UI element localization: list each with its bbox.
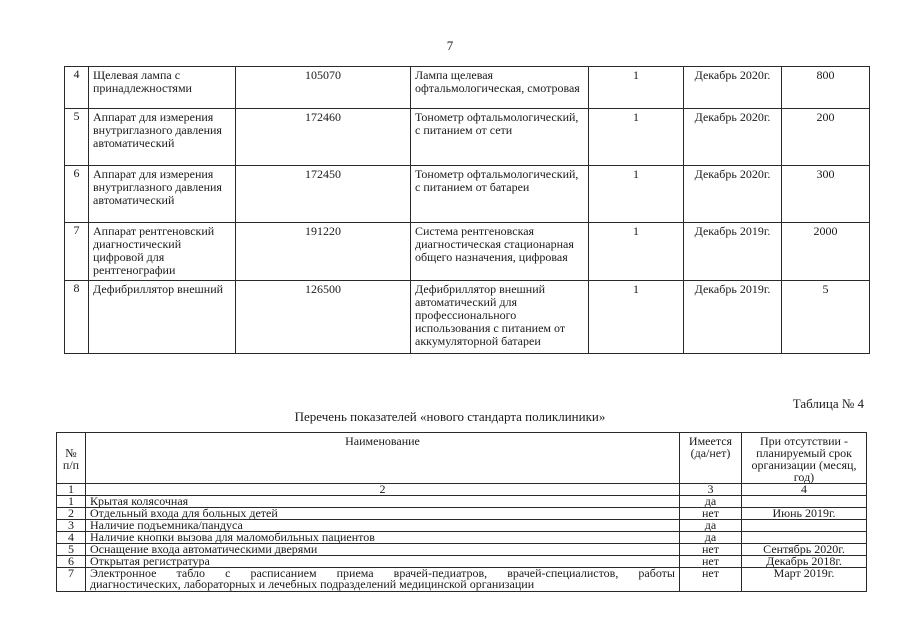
indicator-availability: нет xyxy=(680,568,742,592)
row-number: 1 xyxy=(57,496,86,508)
table-row xyxy=(65,223,870,281)
indicator-name-line: диагностических, лабораторных и лечебных подразделений медицинской организации xyxy=(90,577,535,591)
indicator-availability: нет xyxy=(680,508,742,520)
table-row xyxy=(65,281,870,354)
standard-indicators-table xyxy=(56,432,867,592)
indicator-planned-date: Март 2019г. xyxy=(742,568,867,592)
table-header-row xyxy=(57,433,867,484)
indicator-name: Отдельный входа для больных детей xyxy=(86,508,680,520)
equipment-name: Щелевая лампа с принадлежностями xyxy=(89,67,236,109)
header-availability: Имеется (да/нет) xyxy=(680,433,742,484)
indicator-name: Открытая регистратура xyxy=(86,556,680,568)
indicator-availability: да xyxy=(680,520,742,532)
indicator-name xyxy=(86,568,680,592)
column-index: 2 xyxy=(86,484,680,496)
equipment-date: Декабрь 2019г. xyxy=(684,223,782,281)
indicator-planned-date: Сентябрь 2020г. xyxy=(742,544,867,556)
indicator-availability: да xyxy=(680,532,742,544)
column-index: 4 xyxy=(742,484,867,496)
equipment-description: Лампа щелевая офтальмологическая, смотровая xyxy=(411,67,589,109)
equipment-quantity: 1 xyxy=(589,223,684,281)
page-number: 7 xyxy=(446,38,454,53)
row-number: 2 xyxy=(57,508,86,520)
equipment-name: Аппарат рентгеновский диагностический цифровой для рентгенографии xyxy=(89,223,236,281)
equipment-quantity: 1 xyxy=(589,109,684,166)
equipment-table xyxy=(64,66,870,354)
row-number: 6 xyxy=(57,556,86,568)
row-number: 6 xyxy=(65,166,89,223)
equipment-date: Декабрь 2020г. xyxy=(684,67,782,109)
equipment-description: Тонометр офтальмологический, с питанием от батареи xyxy=(411,166,589,223)
equipment-quantity: 1 xyxy=(589,281,684,354)
equipment-date: Декабрь 2020г. xyxy=(684,109,782,166)
equipment-quantity: 1 xyxy=(589,166,684,223)
equipment-date: Декабрь 2020г. xyxy=(684,166,782,223)
equipment-cost: 200 xyxy=(782,109,870,166)
indicator-name: Крытая колясочная xyxy=(86,496,680,508)
table-title: Перечень показателей «нового стандарта поликлиники» xyxy=(294,409,606,424)
indicator-planned-date: Декабрь 2018г. xyxy=(742,556,867,568)
indicator-name: Оснащение входа автоматическими дверями xyxy=(86,544,680,556)
header-planned-date: При отсутствии - планируемый срок организации (месяц, год) xyxy=(742,433,867,484)
row-number: 7 xyxy=(57,568,86,592)
table-row xyxy=(65,67,870,109)
table-row xyxy=(65,166,870,223)
row-number: 3 xyxy=(57,520,86,532)
equipment-description: Система рентгеновская диагностическая стационарная общего назначения, цифровая xyxy=(411,223,589,281)
equipment-description: Дефибриллятор внешний автоматический для профессионального использования с питанием от аккумуляторной батареи xyxy=(411,281,589,354)
equipment-cost: 300 xyxy=(782,166,870,223)
column-index: 1 xyxy=(57,484,86,496)
indicator-name: Наличие подъемника/пандуса xyxy=(86,520,680,532)
row-number: 4 xyxy=(65,67,89,109)
row-number: 4 xyxy=(57,532,86,544)
equipment-cost: 2000 xyxy=(782,223,870,281)
indicator-availability: да xyxy=(680,496,742,508)
indicator-name-line: Электронное табло с расписанием приема врачей-педиатров, врачей-специалистов, работы xyxy=(90,566,675,580)
row-number: 7 xyxy=(65,223,89,281)
row-number: 5 xyxy=(65,109,89,166)
table-row xyxy=(65,109,870,166)
indicator-availability: нет xyxy=(680,544,742,556)
equipment-cost: 5 xyxy=(782,281,870,354)
table-caption: Таблица № 4 xyxy=(792,396,864,411)
equipment-code: 172460 xyxy=(236,109,411,166)
equipment-cost: 800 xyxy=(782,67,870,109)
indicator-name: Наличие кнопки вызова для маломобильных пациентов xyxy=(86,532,680,544)
column-index: 3 xyxy=(680,484,742,496)
equipment-date: Декабрь 2019г. xyxy=(684,281,782,354)
header-number: № п/п xyxy=(57,433,86,484)
equipment-code: 191220 xyxy=(236,223,411,281)
equipment-quantity: 1 xyxy=(589,67,684,109)
indicator-planned-date xyxy=(742,520,867,532)
equipment-name: Аппарат для измерения внутриглазного давления автоматический xyxy=(89,166,236,223)
equipment-code: 172450 xyxy=(236,166,411,223)
header-name: Наименование xyxy=(86,433,680,484)
equipment-name: Аппарат для измерения внутриглазного давления автоматический xyxy=(89,109,236,166)
equipment-description: Тонометр офтальмологический, с питанием от сети xyxy=(411,109,589,166)
indicator-availability: нет xyxy=(680,556,742,568)
row-number: 5 xyxy=(57,544,86,556)
equipment-code: 126500 xyxy=(236,281,411,354)
equipment-code: 105070 xyxy=(236,67,411,109)
equipment-name: Дефибриллятор внешний xyxy=(89,281,236,354)
row-number: 8 xyxy=(65,281,89,354)
table-row xyxy=(57,568,867,592)
indicator-planned-date: Июнь 2019г. xyxy=(742,508,867,520)
